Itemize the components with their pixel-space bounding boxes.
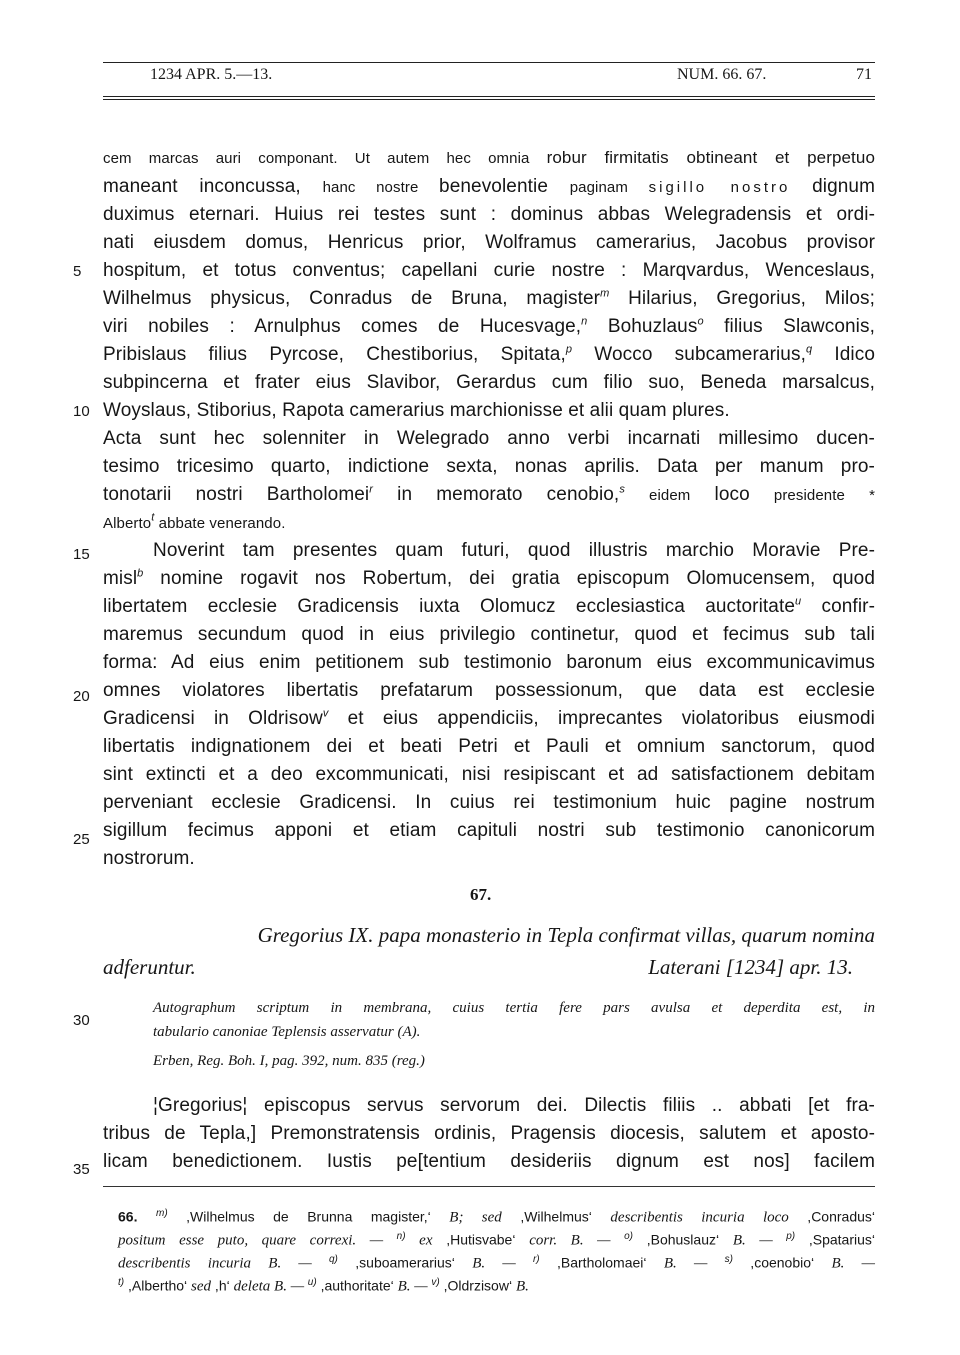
document-number: 67.	[470, 885, 492, 904]
text-line: tribus de Tepla,] Premonstratensis ordinis, Pragensis diocesis, salutem et aposto-	[103, 1123, 875, 1144]
text-line: cem marcas auri componant. Ut autem hec omnia robur firmitatis obtineant et perpetuo	[103, 148, 875, 167]
text-line: Gradicensi in Oldrisow$^v$ et eius appendiciis, imprecantes violatoribus eiusmodi	[103, 707, 875, 729]
text-line: perveniant ecclesie Gradicensi. In cuius rei testimonium huic pagine nostrum	[103, 792, 875, 813]
text-line: Wilhelmus physicus, Conradus de Bruna, magister$^m$ Hilarius, Gregorius, Milos;	[103, 287, 875, 309]
header-rule-bottom-double	[103, 99, 875, 100]
text-line: tesimo tricesimo quarto, indictione sexta, nonas aprilis. Data per manum pro-	[103, 456, 875, 477]
text-line: nati eiusdem domus, Henricus prior, Wolframus camerarius, Jacobus provisor	[103, 232, 875, 253]
footnote-rule	[103, 1186, 875, 1187]
date-place: Laterani [1234] apr. 13.	[648, 955, 853, 979]
regest-line	[103, 955, 875, 980]
regest-line: Gregorius IX. papa monasterio in Tepla confirmat villas, quarum nomina	[257, 923, 875, 947]
header-rule-top	[103, 62, 875, 63]
page-number: 71	[856, 66, 872, 83]
text-line: subpincerna et frater eius Slavibor, Gerardus cum filio suo, Beneda marsalcus,	[103, 372, 875, 393]
text-line: maneant inconcussa, hanc nostre benevolentie paginam sigillo nostro dignum	[103, 176, 875, 197]
footnote-line: describentis incuria B. — $^{q)}$ ,suboamerarius‘ B. — $^{r)}$ ,Bartholomaei‘ B. — $^{s)}$ ,coenobio‘ B. —	[118, 1254, 875, 1272]
text-line: Noverint tam presentes quam futuri, quod illustris marchio Moravie Pre-	[153, 540, 875, 561]
text-line: libertatem ecclesie Gradicensis iuxta Olomucz ecclesiastica auctoritate$^u$ confir-	[103, 595, 875, 617]
text-line: Acta sunt hec solenniter in Welegrado anno verbi incarnati millesimo ducen-	[103, 428, 875, 449]
header-document-numbers: NUM. 66. 67.	[677, 66, 767, 83]
text-line: sint extincti et a deo excommunicati, nisi resipiscant et ad satisfactionem debitam	[103, 764, 875, 785]
text-line: ¦Gregorius¦ episcopus servus servorum dei. Dilectis filiis .. abbati [et fra-	[153, 1095, 875, 1116]
header-rule-bottom	[103, 96, 875, 97]
source-note: Autographum scriptum in membrana, cuius tertia fere pars avulsa et deperdita est, in	[153, 1000, 875, 1016]
text-line: Pribislaus filius Pyrcose, Chestiborius, Spitata,$^p$ Wocco subcamerarius,$^q$ Idico	[103, 343, 876, 365]
bracket-mark: ¦	[153, 1095, 159, 1116]
line-number: 15	[73, 546, 90, 563]
line-number: 35	[73, 1161, 90, 1178]
text-line: omnes violatores libertatis prefatarum possessionum, que data est ecclesie	[103, 680, 875, 701]
regest-end: adferuntur.	[103, 955, 196, 979]
header-date-range: 1234 APR. 5.—13.	[150, 66, 273, 83]
line-number: 20	[73, 688, 90, 705]
text-line: Woyslaus, Stiborius, Rapota camerarius marchionisse et alii quam plures.	[103, 400, 730, 421]
text-line: licam benedictionem. Iustis pe[tentium desideriis dignum est nos] facilem	[103, 1151, 875, 1172]
line-number: 25	[73, 831, 90, 848]
line-number: 5	[73, 263, 82, 280]
text-line: hospitum, et totus conventus; capellani curie nostre : Marqvardus, Wenceslaus,	[103, 260, 875, 281]
edition-reference: Erben, Reg. Boh. I, pag. 392, num. 835 (reg.)	[153, 1053, 425, 1069]
line-number: 30	[73, 1012, 90, 1029]
text-line: libertatis indignationem dei et beati Petri et Pauli et omnium sanctorum, quod	[103, 736, 875, 757]
text-line: sigillum fecimus apponi et etiam capituli nostri sub testimonio canonicorum	[103, 820, 875, 841]
line-number: 10	[73, 403, 90, 420]
footnote-line: positum esse puto, quare correxi. — $^{n)}$ ex ,Hutisvabe‘ corr. B. — $^{o)}$ ,Bohuslauz‘ B. — $^{p)}$ ,Spatarius‘	[118, 1231, 876, 1249]
text-line: maremus secundum quod in eius privilegio continetur, quod et fecimus sub tali	[103, 624, 875, 645]
footnote-line: $^{t)}$ ,Albertho‘ sed ,h‘ deleta B. — $^{u)}$ ,authoritate‘ B. — $^{v)}$ ,Oldrzisow‘ B.	[118, 1277, 529, 1295]
source-note: tabulario canoniae Teplensis asservatur (A).	[153, 1024, 421, 1040]
text-line: viri nobiles : Arnulphus comes de Hucesvage,$^n$ Bohuzlaus$^o$ filius Slawconis,	[103, 315, 875, 337]
text-line: forma: Ad eius enim petitionem sub testimonio baronum eius excommunicavimus	[103, 652, 875, 673]
text-line: Alberto$^t$ abbate venerando.	[103, 511, 286, 532]
bracket-mark: ¦	[242, 1095, 248, 1116]
text-line: nostrorum.	[103, 848, 195, 869]
footnote-line: 66. $^{m)}$ ,Wilhelmus de Brunna magister,‘ B; sed ,Wilhelmus‘ describentis incuria loco ,Conradus‘	[118, 1208, 876, 1226]
text-line: duximus eternari. Huius rei testes sunt : dominus abbas Welegradensis et ordi-	[103, 204, 875, 225]
text-line: misl$^b$ nomine rogavit nos Robertum, dei gratia episcopum Olomucensem, quod	[103, 567, 875, 589]
text-line: tonotarii nostri Bartholomei$^r$ in memorato cenobio,$^s$ eidem loco presidente *	[103, 483, 876, 505]
